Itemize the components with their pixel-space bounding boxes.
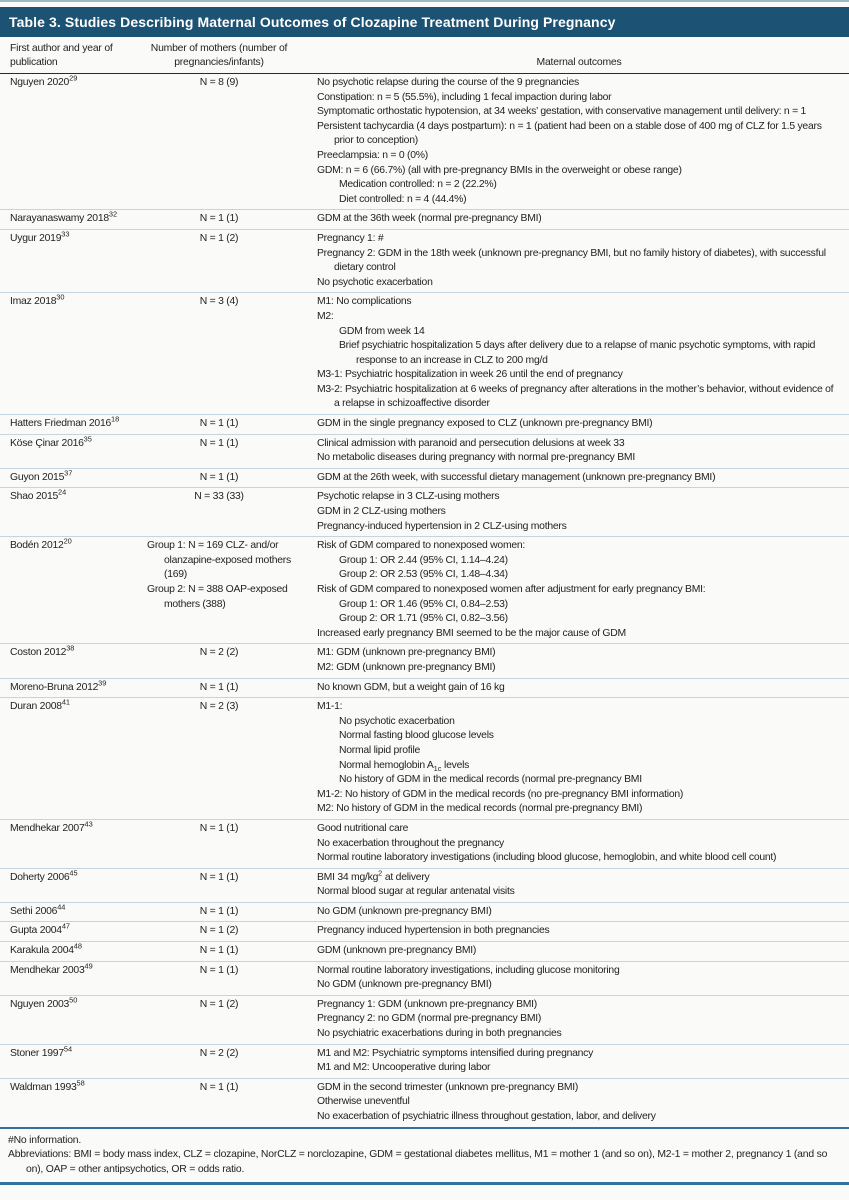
mothers-count-cell — [147, 295, 317, 412]
column-header-row — [0, 37, 849, 74]
author-cell: Waldman 1993$^{58}$ — [10, 1078, 85, 1093]
mothers-count-cell — [147, 232, 317, 290]
outcome-line: GDM in 2 CLZ-using mothers — [317, 506, 446, 518]
reference-superscript: 41 — [61, 697, 71, 707]
reference-superscript: 30 — [56, 292, 65, 302]
author-cell: Guyon 2015$^{37}$ — [10, 468, 73, 483]
reference-superscript: 29 — [69, 73, 78, 83]
table-body — [0, 74, 849, 1129]
reference-superscript: 38 — [66, 643, 75, 653]
mothers-count-cell — [147, 681, 317, 696]
mothers-count-line: N = 1 (1) — [199, 681, 239, 693]
outcome-line: No psychotic exacerbation — [317, 276, 433, 288]
outcome-line: M1 and M2: Psychiatric symptoms intensified during pregnancy — [317, 1047, 594, 1059]
outcome-line: GDM from week 14 — [339, 325, 425, 337]
author-cell: Stoner 1997$^{54}$ — [10, 1044, 73, 1059]
outcome-line: No psychotic relapse during the course of the 9 pregnancies — [317, 77, 579, 88]
mothers-count-cell — [147, 700, 317, 817]
mothers-count-cell — [147, 76, 317, 207]
outcome-line: Preeclampsia: n = 0 (0%) — [317, 149, 428, 161]
outcome-line: GDM in the second trimester (unknown pre-pregnancy BMI) — [317, 1081, 579, 1093]
outcomes-cell — [317, 700, 841, 817]
outcomes-cell — [317, 924, 841, 939]
outcome-line: No psychiatric exacerbations during in both pregnancies — [317, 1028, 562, 1040]
mothers-count-cell — [147, 998, 317, 1042]
table-row — [0, 869, 849, 903]
outcome-line: M1: No complications — [317, 296, 412, 308]
footnotes — [0, 1129, 849, 1178]
outcomes-cell — [317, 539, 841, 641]
outcome-line: No exacerbation of psychiatric illness throughout gestation, labor, and delivery — [317, 1111, 656, 1122]
mothers-count-cell — [147, 471, 317, 486]
mothers-count-cell — [147, 924, 317, 939]
reference-superscript: 20 — [63, 536, 72, 546]
outcome-line: Group 1: OR 2.44 (95% CI, 1.14–4.24) — [339, 554, 508, 566]
table-row — [0, 469, 849, 489]
table-row — [0, 644, 849, 678]
outcome-line: Pregnancy 1: GDM (unknown pre-pregnancy BMI) — [317, 998, 538, 1010]
reference-superscript: 39 — [98, 678, 107, 688]
table-row — [0, 996, 849, 1045]
mothers-count-line: N = 1 (1) — [199, 471, 239, 483]
mothers-count-line: N = 3 (4) — [199, 296, 239, 308]
outcome-line: Risk of GDM compared to nonexposed women after adjustment for early pregnancy BMI: — [317, 584, 706, 595]
outcomes-cell — [317, 471, 841, 486]
author-cell: Hatters Friedman 2016$^{18}$ — [10, 414, 120, 430]
mothers-count-line: N = 1 (1) — [199, 418, 239, 430]
outcome-line: Group 1: OR 1.46 (95% CI, 0.84–2.53) — [339, 598, 508, 610]
author-cell: Nguyen 2003$^{50}$ — [10, 995, 78, 1010]
outcome-line: Group 2: OR 1.71 (95% CI, 0.82–3.56) — [339, 613, 508, 625]
reference-superscript: 37 — [64, 468, 73, 478]
mothers-count-cell — [147, 646, 317, 675]
footnote-no-information: #No information. — [8, 1134, 82, 1146]
outcome-line: No history of GDM in the medical records (normal pre-pregnancy BMI — [339, 774, 642, 786]
outcomes-cell — [317, 998, 841, 1042]
mothers-count-line: N = 33 (33) — [194, 491, 244, 503]
author-cell: Köse Çinar 2016$^{35}$ — [10, 434, 92, 449]
outcome-line: M2: — [317, 310, 334, 322]
table-title: Table 3. Studies Describing Maternal Outcomes of Clozapine Treatment During Pregnancy — [9, 14, 616, 30]
outcome-line: M1-2: No history of GDM in the medical records (no pre-pregnancy BMI information) — [317, 788, 684, 800]
outcome-line: M3-2: Psychiatric hospitalization at 6 weeks of pregnancy after alterations in the mother’s behavior, without evidence of a relapse in schizoaffective disorder — [317, 383, 834, 410]
mothers-count-line: N = 1 (1) — [199, 964, 239, 976]
table-row — [0, 962, 849, 996]
column-header-n: Number of mothers (number of pregnancies/infants) — [150, 43, 288, 68]
outcomes-cell — [317, 232, 841, 290]
table-row — [0, 922, 849, 942]
outcome-line: M2: GDM (unknown pre-pregnancy BMI) — [317, 661, 496, 673]
reference-superscript: 50 — [69, 995, 78, 1005]
outcomes-cell — [317, 905, 841, 920]
reference-superscript: 54 — [63, 1044, 73, 1054]
outcomes-cell — [317, 646, 841, 675]
mothers-count-cell — [147, 944, 317, 959]
author-cell: Duran 2008$^{41}$ — [10, 697, 71, 713]
mothers-count-cell — [147, 905, 317, 920]
outcome-line: GDM at the 26th week, with successful dietary management (unknown pre-pregnancy BMI) — [317, 471, 716, 483]
outcome-line: Symptomatic orthostatic hypotension, at 34 weeks’ gestation, with conservative management until delivery: n = 1 — [317, 106, 807, 118]
author-cell: Uygur 2019$^{33}$ — [10, 229, 70, 244]
reference-superscript: 24 — [58, 487, 67, 497]
mothers-count-line: Group 2: N = 388 OAP-exposed mothers (388) — [147, 584, 288, 610]
column-header-author: First author and year of publication — [10, 43, 113, 68]
outcome-line: No GDM (unknown pre-pregnancy BMI) — [317, 979, 492, 991]
table-row — [0, 679, 849, 699]
table-row — [0, 537, 849, 644]
reference-superscript: 48 — [73, 941, 82, 951]
outcome-line: Pregnancy 2: no GDM (normal pre-pregnancy BMI) — [317, 1013, 542, 1025]
mothers-count-cell — [147, 1081, 317, 1125]
outcome-line: M2: No history of GDM in the medical records (normal pre-pregnancy BMI) — [317, 803, 643, 815]
author-cell: Narayanaswamy 2018$^{32}$ — [10, 209, 118, 225]
author-cell: Moreno-Bruna 2012$^{39}$ — [10, 678, 107, 693]
author-cell: Nguyen 2020$^{29}$ — [10, 73, 78, 88]
mothers-count-line: N = 1 (1) — [199, 213, 239, 225]
outcome-line: Pregnancy 2: GDM in the 18th week (unknown pre-pregnancy BMI, but no family history of diabetes), with successful dietary control — [317, 247, 826, 274]
outcomes-cell — [317, 1047, 841, 1076]
outcome-line: Persistent tachycardia (4 days postpartum): n = 1 (patient had been on a stable dose of 400 mg of CLZ for 1.5 years prior to conception) — [317, 120, 822, 147]
outcome-line: Pregnancy induced hypertension in both pregnancies — [317, 925, 550, 937]
table-row — [0, 1079, 849, 1127]
mothers-count-line: N = 1 (1) — [199, 871, 239, 883]
mothers-count-cell — [147, 1047, 317, 1076]
author-cell: Coston 2012$^{38}$ — [10, 643, 75, 659]
mothers-count-line: N = 2 (2) — [199, 647, 239, 659]
mothers-count-line: N = 1 (1) — [199, 945, 239, 957]
outcome-line: Clinical admission with paranoid and persecution delusions at week 33 — [317, 437, 625, 449]
outcome-line: Normal lipid profile — [339, 744, 421, 756]
mothers-count-line: N = 1 (2) — [199, 232, 239, 244]
reference-superscript: 44 — [57, 902, 66, 912]
mothers-count-cell — [147, 539, 317, 641]
mothers-count-line: N = 1 (1) — [199, 437, 239, 449]
outcome-line: BMI 34 $mg/kg^2$ at delivery — [317, 868, 430, 883]
outcome-line: Normal routine laboratory investigations, including glucose monitoring — [317, 964, 620, 976]
table-row — [0, 488, 849, 537]
outcome-line: No metabolic diseases during pregnancy with normal pre-pregnancy BMI — [317, 452, 635, 464]
outcome-line: GDM: n = 6 (66.7%) (all with pre-pregnancy BMIs in the overweight or obese range) — [317, 164, 682, 176]
table-title-bar — [0, 7, 849, 37]
outcome-line: Normal hemoglobin $A_{1c}$ levels — [339, 759, 470, 773]
mothers-count-line: N = 1 (1) — [199, 905, 239, 917]
outcome-line: Group 2: OR 2.53 (95% CI, 1.48–4.34) — [339, 569, 508, 581]
table-row — [0, 435, 849, 469]
outcomes-cell — [317, 212, 841, 227]
author-cell: Mendhekar 2007$^{43}$ — [10, 819, 93, 834]
outcome-line: GDM at the 36th week (normal pre-pregnancy BMI) — [317, 213, 542, 225]
outcome-line: M1: GDM (unknown pre-pregnancy BMI) — [317, 647, 496, 659]
table-row — [0, 415, 849, 435]
outcomes-cell — [317, 295, 841, 412]
author-cell: Doherty 2006$^{45}$ — [10, 868, 78, 883]
outcomes-cell — [317, 1081, 841, 1125]
outcomes-cell — [317, 822, 841, 866]
outcome-line: Psychotic relapse in 3 CLZ-using mothers — [317, 491, 500, 503]
outcomes-cell — [317, 76, 841, 207]
footnote-abbreviations: Abbreviations: BMI = body mass index, CLZ = clozapine, NorCLZ = norclozapine, GDM = gestational diabetes mellitus, M1 = mother 1 (and so on), M2-1 = mother 2, pregnancy 1 (and so on), OAP = other antipsychotics, OR = odds ratio. — [8, 1149, 828, 1175]
outcomes-cell — [317, 964, 841, 993]
mothers-count-line: N = 8 (9) — [199, 77, 239, 88]
outcome-line: Normal blood sugar at regular antenatal visits — [317, 886, 515, 898]
top-divider — [0, 0, 849, 2]
table-row — [0, 820, 849, 869]
outcome-line: Medication controlled: n = 2 (22.2%) — [339, 179, 497, 191]
author-cell: Shao 2015$^{24}$ — [10, 487, 67, 503]
table-row — [0, 1045, 849, 1079]
author-cell: Mendhekar 2003$^{49}$ — [10, 961, 93, 976]
reference-superscript: 47 — [61, 922, 71, 931]
outcome-line: Increased early pregnancy BMI seemed to be the major cause of GDM — [317, 627, 626, 639]
outcome-line: M1-1: — [317, 701, 343, 713]
outcomes-cell — [317, 437, 841, 466]
reference-superscript: 49 — [84, 961, 93, 971]
table-row — [0, 698, 849, 820]
reference-superscript: 35 — [83, 434, 92, 444]
reference-superscript: 18 — [111, 414, 120, 424]
outcome-line: Brief psychiatric hospitalization 5 days after delivery due to a relapse of manic psychotic symptoms, with rapid response to an increase in CLZ to 200 mg/d — [339, 340, 816, 366]
author-cell: Sethi 2006$^{44}$ — [10, 902, 66, 917]
outcome-line: Pregnancy-induced hypertension in 2 CLZ-using mothers — [317, 520, 567, 532]
outcomes-cell — [317, 681, 841, 696]
outcomes-cell — [317, 417, 841, 432]
table-row — [0, 942, 849, 962]
mothers-count-cell — [147, 964, 317, 993]
mothers-count-cell — [147, 871, 317, 900]
outcome-line: Pregnancy 1: # — [317, 232, 384, 244]
outcome-line: Normal fasting blood glucose levels — [339, 730, 494, 742]
outcomes-cell — [317, 944, 841, 959]
outcome-line: GDM (unknown pre-pregnancy BMI) — [317, 945, 477, 957]
outcome-line: GDM in the single pregnancy exposed to CLZ (unknown pre-pregnancy BMI) — [317, 418, 653, 430]
outcome-line: Risk of GDM compared to nonexposed women: — [317, 540, 526, 552]
author-cell: Gupta 2004$^{47}$ — [10, 922, 71, 937]
outcome-line: Good nutritional care — [317, 822, 409, 834]
outcome-line: M1 and M2: Uncooperative during labor — [317, 1062, 491, 1074]
reference-superscript: 33 — [61, 229, 70, 239]
outcome-line: No GDM (unknown pre-pregnancy BMI) — [317, 905, 492, 917]
mothers-count-line: N = 1 (1) — [199, 822, 239, 834]
table-row — [0, 210, 849, 230]
outcome-line: No psychotic exacerbation — [339, 715, 455, 727]
bottom-divider — [0, 1182, 849, 1185]
column-header-outcomes: Maternal outcomes — [536, 56, 622, 68]
outcome-line: No exacerbation throughout the pregnancy — [317, 837, 504, 849]
author-cell: Bodén 2012$^{20}$ — [10, 536, 72, 552]
reference-superscript: 58 — [76, 1078, 85, 1088]
mothers-count-cell — [147, 822, 317, 866]
mothers-count-line: N = 1 (1) — [199, 1081, 239, 1093]
table-row — [0, 293, 849, 415]
outcome-line: M3-1: Psychiatric hospitalization in week 26 until the end of pregnancy — [317, 369, 623, 381]
outcome-line: Normal routine laboratory investigations (including blood glucose, hemoglobin, and white blood cell count) — [317, 852, 777, 864]
mothers-count-cell — [147, 212, 317, 227]
outcome-line: Diet controlled: n = 4 (44.4%) — [339, 193, 467, 205]
reference-superscript: 32 — [108, 209, 118, 219]
outcome-line: No known GDM, but a weight gain of 16 kg — [317, 681, 505, 693]
mothers-count-line: N = 1 (2) — [199, 998, 239, 1010]
mothers-count-cell — [147, 417, 317, 432]
table-row — [0, 74, 849, 210]
mothers-count-line: N = 2 (2) — [199, 1047, 239, 1059]
author-cell: Imaz 2018$^{30}$ — [10, 292, 65, 308]
reference-superscript: 43 — [84, 819, 93, 829]
outcome-line: Constipation: n = 5 (55.5%), including 1 fecal impaction during labor — [317, 91, 612, 103]
outcome-line: Otherwise uneventful — [317, 1096, 410, 1108]
mothers-count-cell — [147, 437, 317, 466]
mothers-count-line: Group 1: N = 169 CLZ- and/or olanzapine-exposed mothers (169) — [147, 540, 291, 581]
outcomes-cell — [317, 490, 841, 534]
reference-superscript: 45 — [69, 868, 78, 878]
table-row — [0, 903, 849, 923]
outcomes-cell — [317, 868, 841, 900]
author-cell: Karakula 2004$^{48}$ — [10, 941, 82, 957]
mothers-count-line: N = 2 (3) — [199, 701, 239, 713]
table-row — [0, 230, 849, 293]
mothers-count-cell — [147, 490, 317, 534]
mothers-count-line: N = 1 (2) — [199, 925, 239, 937]
